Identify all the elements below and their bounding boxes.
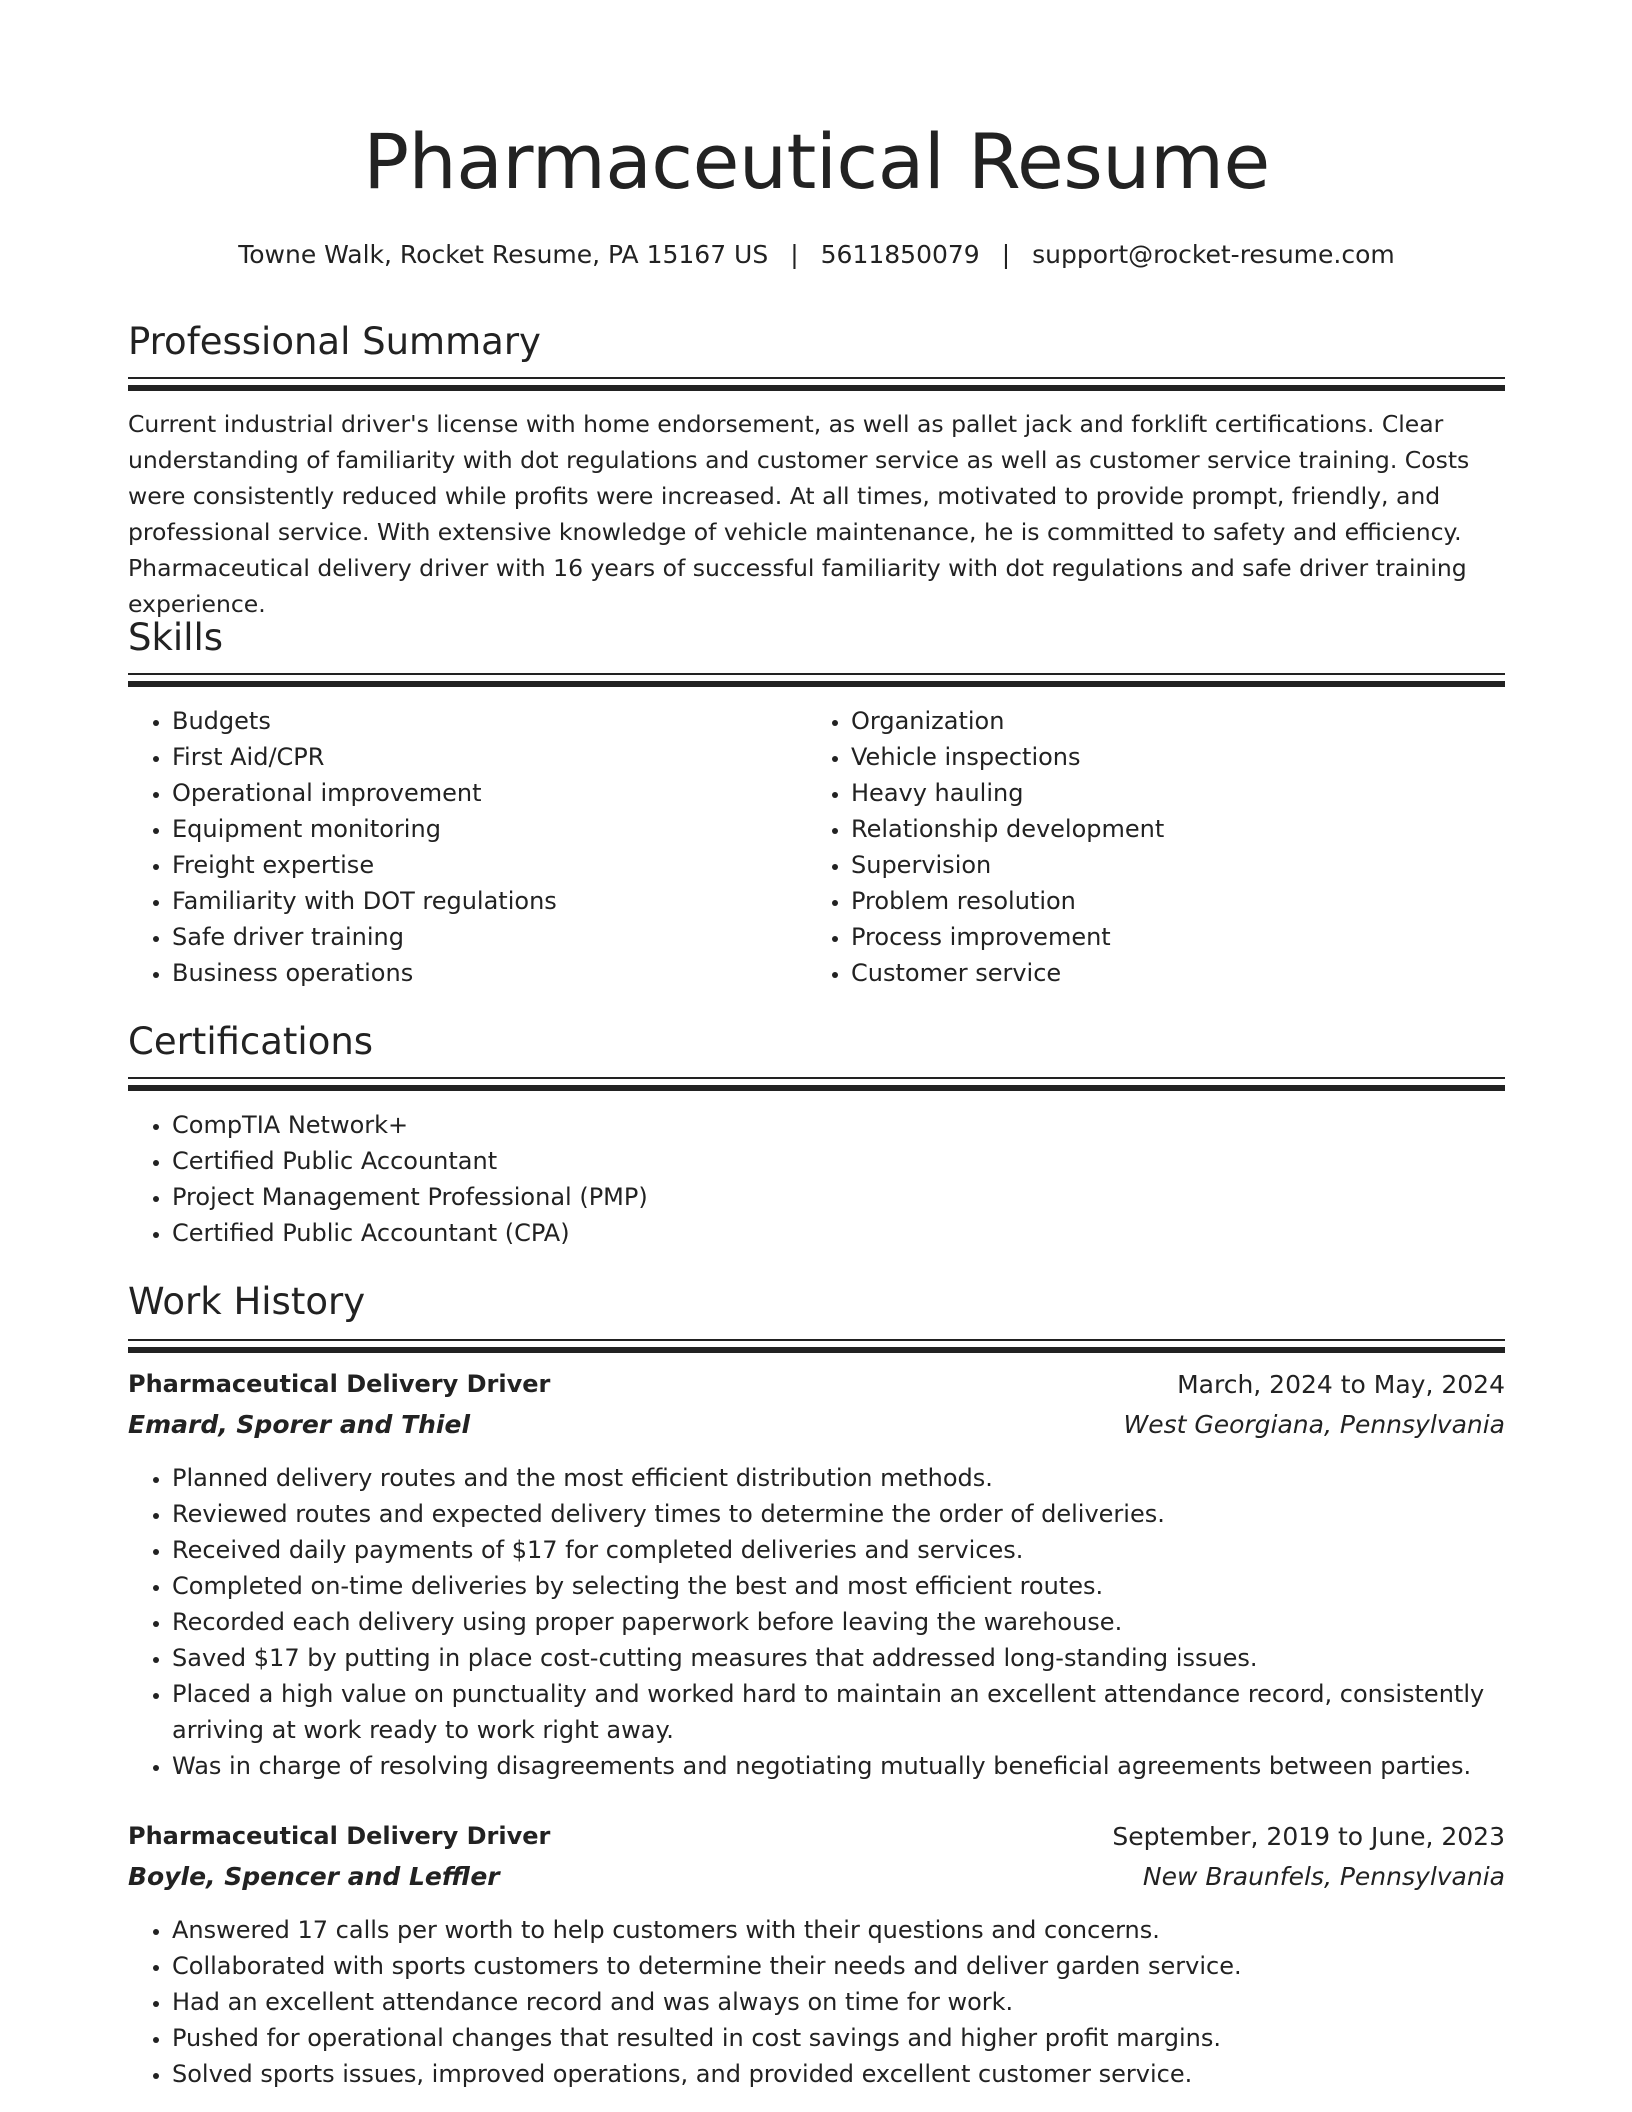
list-item: • Recorded each delivery using proper paperwork before leaving the warehouse.	[172, 1604, 1505, 1640]
job-title: Pharmaceutical Delivery Driver	[128, 1822, 551, 1850]
contact-email: support@rocket-resume.com	[1032, 240, 1395, 269]
list-item: • Relationship development	[851, 811, 1501, 847]
list-item: • Safe driver training	[172, 919, 772, 955]
list-item: • Was in charge of resolving disagreements and negotiating mutually beneficial agreements between parties.	[172, 1748, 1505, 1784]
list-item: • Equipment monitoring	[172, 811, 772, 847]
contact-phone: 5611850079	[820, 240, 980, 269]
list-item: • Planned delivery routes and the most efficient distribution methods.	[172, 1460, 1505, 1496]
list-item: • Had an excellent attendance record and was always on time for work.	[172, 1984, 1505, 2020]
work-history-heading: Work History	[128, 1280, 366, 1323]
list-item: • Business operations	[172, 955, 772, 991]
job-company: Emard, Sporer and Thiel	[128, 1410, 471, 1439]
list-item: • Certified Public Accountant (CPA)	[172, 1215, 1472, 1251]
job-location: West Georgiana, Pennsylvania	[1123, 1410, 1505, 1439]
list-item: • Budgets	[172, 703, 772, 739]
summary-text: Current industrial driver's license with home endorsement, as well as pallet jack and forklift certifications. Clear understanding of familiarity with dot regulations and customer service as well as customer service training. Costs were consistently reduced while profits were increased. At all times, motivated to provide prompt, friendly, and professional service. With extensive knowledge of vehicle maintenance, he is committed to safety and efficiency. Pharmaceutical delivery driver with 16 years of successful familiarity with dot regulations and safe driver training experience.	[128, 410, 1470, 618]
job-duties-list	[128, 1460, 1505, 1784]
list-item: • Certified Public Accountant	[172, 1143, 1472, 1179]
list-item: • Organization	[851, 703, 1501, 739]
contact-separator: |	[790, 240, 799, 269]
section-divider	[128, 1339, 1505, 1353]
certifications-list	[128, 1107, 1472, 1251]
list-item: • Customer service	[851, 955, 1501, 991]
job-dates: September, 2019 to June, 2023	[1112, 1822, 1505, 1851]
list-item: • Project Management Professional (PMP)	[172, 1179, 1472, 1215]
list-item: • Answered 17 calls per worth to help customers with their questions and concerns.	[172, 1912, 1505, 1948]
job-title: Pharmaceutical Delivery Driver	[128, 1370, 551, 1398]
list-item: • Placed a high value on punctuality and worked hard to maintain an excellent attendance record, consistently arriving at work ready to work right away.	[172, 1676, 1505, 1748]
list-item: • Solved sports issues, improved operations, and provided excellent customer service.	[172, 2056, 1505, 2092]
list-item: • Operational improvement	[172, 775, 772, 811]
list-item: • Problem resolution	[851, 883, 1501, 919]
job-subheader	[128, 1862, 1505, 1902]
job-location: New Braunfels, Pennsylvania	[1142, 1862, 1505, 1891]
job-company: Boyle, Spencer and Leffler	[128, 1862, 500, 1891]
skills-list-left	[128, 703, 772, 991]
section-divider	[128, 377, 1505, 391]
list-item: • Completed on-time deliveries by selecting the best and most efficient routes.	[172, 1568, 1505, 1604]
list-item: • CompTIA Network+	[172, 1107, 1472, 1143]
list-item: • Supervision	[851, 847, 1501, 883]
list-item: • Vehicle inspections	[851, 739, 1501, 775]
list-item: • Pushed for operational changes that resulted in cost savings and higher profit margins.	[172, 2020, 1505, 2056]
job-header	[128, 1822, 1505, 1862]
list-item: • Process improvement	[851, 919, 1501, 955]
list-item: • Received daily payments of $17 for completed deliveries and services.	[172, 1532, 1505, 1568]
job-dates: March, 2024 to May, 2024	[1177, 1370, 1505, 1399]
job-subheader	[128, 1410, 1505, 1450]
list-item: • Collaborated with sports customers to determine their needs and deliver garden service.	[172, 1948, 1505, 1984]
contact-separator: |	[1001, 240, 1011, 269]
list-item: • Reviewed routes and expected delivery times to determine the order of deliveries.	[172, 1496, 1505, 1532]
contact-line	[128, 240, 1505, 269]
summary-heading: Professional Summary	[128, 320, 541, 363]
list-item: • Saved $17 by putting in place cost-cutting measures that addressed long-standing issues.	[172, 1640, 1505, 1676]
list-item: • Heavy hauling	[851, 775, 1501, 811]
certifications-heading: Certifications	[128, 1020, 374, 1063]
job-header	[128, 1370, 1505, 1410]
section-divider	[128, 1077, 1505, 1091]
skills-heading: Skills	[128, 616, 224, 659]
resume-title: Pharmaceutical Resume	[363, 117, 1270, 206]
skills-list-right	[807, 703, 1501, 991]
job-duties-list	[128, 1912, 1505, 2092]
section-divider	[128, 673, 1505, 687]
contact-address: Towne Walk, Rocket Resume, PA 15167 US	[238, 240, 769, 269]
list-item: • Familiarity with DOT regulations	[172, 883, 772, 919]
list-item: • First Aid/CPR	[172, 739, 772, 775]
list-item: • Freight expertise	[172, 847, 772, 883]
